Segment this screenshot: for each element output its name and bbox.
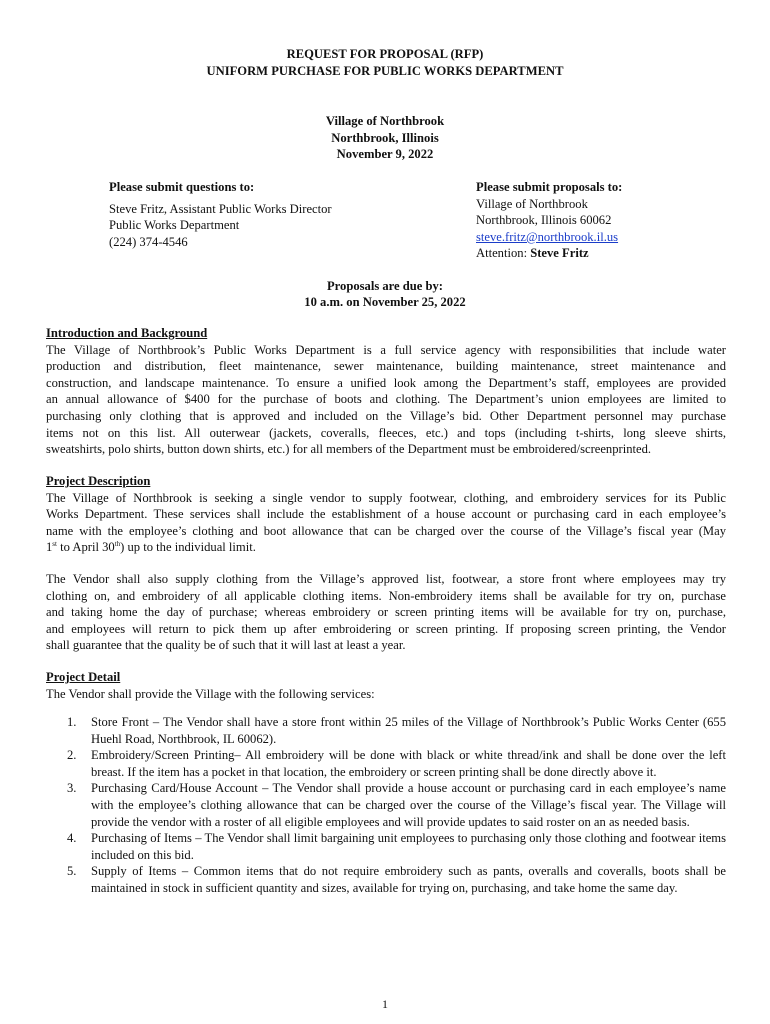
ordinal-th: th <box>114 540 121 549</box>
document-date: November 9, 2022 <box>336 147 434 161</box>
introduction-heading: Introduction and Background <box>46 326 208 340</box>
proposals-email-link[interactable]: steve.fritz@northbrook.il.us <box>476 229 619 244</box>
project-description-para2 <box>46 571 726 654</box>
list-item-text: Supply of Items – Common items that do not require embroidery such as pants, overalls and coveralls, boots shall be maintained in stock in sufficient quantity and sizes, available for trying on, purchasing, and take home the same day. <box>91 864 726 895</box>
date-to: to April 30 <box>56 540 115 555</box>
list-item <box>46 780 726 830</box>
questions-department: Public Works Department <box>109 218 240 233</box>
description-line: shall guarantee that the quality be of such that it will last at least a year. <box>46 638 406 653</box>
services-list <box>46 714 726 897</box>
document-title-line1: REQUEST FOR PROPOSAL (RFP) <box>286 47 484 61</box>
questions-name: Steve Fritz, Assistant Public Works Director <box>109 201 332 216</box>
list-item-number: 1. <box>67 715 77 729</box>
list-item-text: Purchasing of Items – The Vendor shall limit bargaining unit employees to purchasing only those clothing and footwear items included on this bid. <box>91 831 726 862</box>
proposals-line2: Northbrook, Illinois 60062 <box>476 213 612 228</box>
description-line: clothing on, and embroidery of all applicable clothing items. Non-embroidery items shall be available for try on, purchase <box>46 588 726 603</box>
intro-line: items not on this list. All outerwear (jackets, coveralls, fleeces, etc.) and tops (including t-shirts, long sleeve shirts, <box>46 425 726 440</box>
proposals-heading: Please submit proposals to: <box>476 180 623 194</box>
description-line: Works Department. These services shall include the establishment of a house account or purchasing card in each employee’s <box>46 507 726 522</box>
description-line: and taking home the day of purchase; whereas embroidery or screen printing items will be available for try on, purchase, <box>46 605 726 620</box>
project-detail-section <box>46 669 726 702</box>
description-line: The Vendor shall also supply clothing from the Village’s approved list, footwear, a store front where employees may try <box>46 572 726 586</box>
due-label: Proposals are due by: <box>326 279 444 293</box>
page-number: 1 <box>382 997 388 1011</box>
intro-line: The Village of Northbrook’s Public Works Department is a full service agency with responsibilities that include water <box>46 342 726 357</box>
list-item-number: 3. <box>67 781 77 796</box>
project-detail-heading: Project Detail <box>46 670 121 684</box>
list-item <box>46 747 726 780</box>
date-from: 1 <box>46 540 53 555</box>
description-line: and employees will return to pick them up after embroidering or screen printing. If proposing screen printing, the Vendor <box>46 621 726 636</box>
attention-label: Attention: <box>476 246 531 261</box>
intro-line: an annual allowance of $400 for the purchase of boots and clothing. The Department’s union employees are limited to <box>46 392 726 407</box>
proposals-attention <box>476 245 622 262</box>
list-item-number: 5. <box>67 864 77 879</box>
project-detail-intro: The Vendor shall provide the Village with the following services: <box>46 686 375 701</box>
description-line: name with the employee’s clothing and boot allowance that can be charged over the course of the Village’s fiscal year (May <box>46 523 726 538</box>
project-description-heading: Project Description <box>46 474 151 488</box>
ordinal-st: st <box>52 540 57 549</box>
intro-line: construction, and landscape maintenance. To ensure a unified look among the Department’s staff, employees are provided <box>46 375 726 390</box>
list-item-number: 4. <box>67 831 77 846</box>
attention-name: Steve Fritz <box>530 246 589 261</box>
description-line: The Village of Northbrook is seeking a single vendor to supply footwear, clothing, and embroidery services for its Public <box>46 490 726 505</box>
list-item <box>46 863 726 896</box>
introduction-section <box>46 325 726 458</box>
list-item-text: Purchasing Card/House Account – The Vendor shall provide a house account or purchasing card in each employee’s name with the employee’s clothing allowance that can be charged over the course of the Village’s fiscal year. The Village will provide the vendor with a roster of all eligible employees and will provide updates to said roster on an as needed basis. <box>91 781 726 829</box>
intro-line: production and distribution, fleet maintenance, sewer maintenance, building maintenance, street maintenance and <box>46 359 726 374</box>
list-item-text: Embroidery/Screen Printing– All embroidery will be done with black or white thread/ink and shall be done over the left breast. If the item has a pocket in that location, the embroidery or screen printing shall be done directly above it. <box>91 748 726 779</box>
intro-line: sweatshirts, polo shirts, button down shirts, etc.) for all members of the Department must be embroidered/screenprinted. <box>46 442 652 457</box>
questions-phone: (224) 374-4546 <box>109 234 188 249</box>
description-line <box>46 539 726 556</box>
list-item <box>46 830 726 863</box>
list-item <box>46 714 726 747</box>
list-item-text: Store Front – The Vendor shall have a store front within 25 miles of the Village of Northbrook’s Public Works Center (655 Huehl Road, Northbrook, IL 60062). <box>91 715 726 746</box>
proposals-line1: Village of Northbrook <box>476 196 588 211</box>
limit-text: ) up to the individual limit. <box>120 540 256 555</box>
intro-line: purchasing only clothing that is approved and included on the Village’s bid. Other Department personnel may purchase <box>46 408 726 423</box>
list-item-number: 2. <box>67 748 77 763</box>
due-datetime: 10 a.m. on November 25, 2022 <box>304 295 466 309</box>
questions-heading: Please submit questions to: <box>109 180 255 194</box>
village-name: Village of Northbrook <box>325 114 445 128</box>
questions-contact <box>109 179 332 250</box>
document-title-line2: UNIFORM PURCHASE FOR PUBLIC WORKS DEPARTMENT <box>206 64 564 78</box>
village-city: Northbrook, Illinois <box>331 131 439 145</box>
proposals-contact <box>476 179 622 262</box>
project-description-section <box>46 473 726 556</box>
